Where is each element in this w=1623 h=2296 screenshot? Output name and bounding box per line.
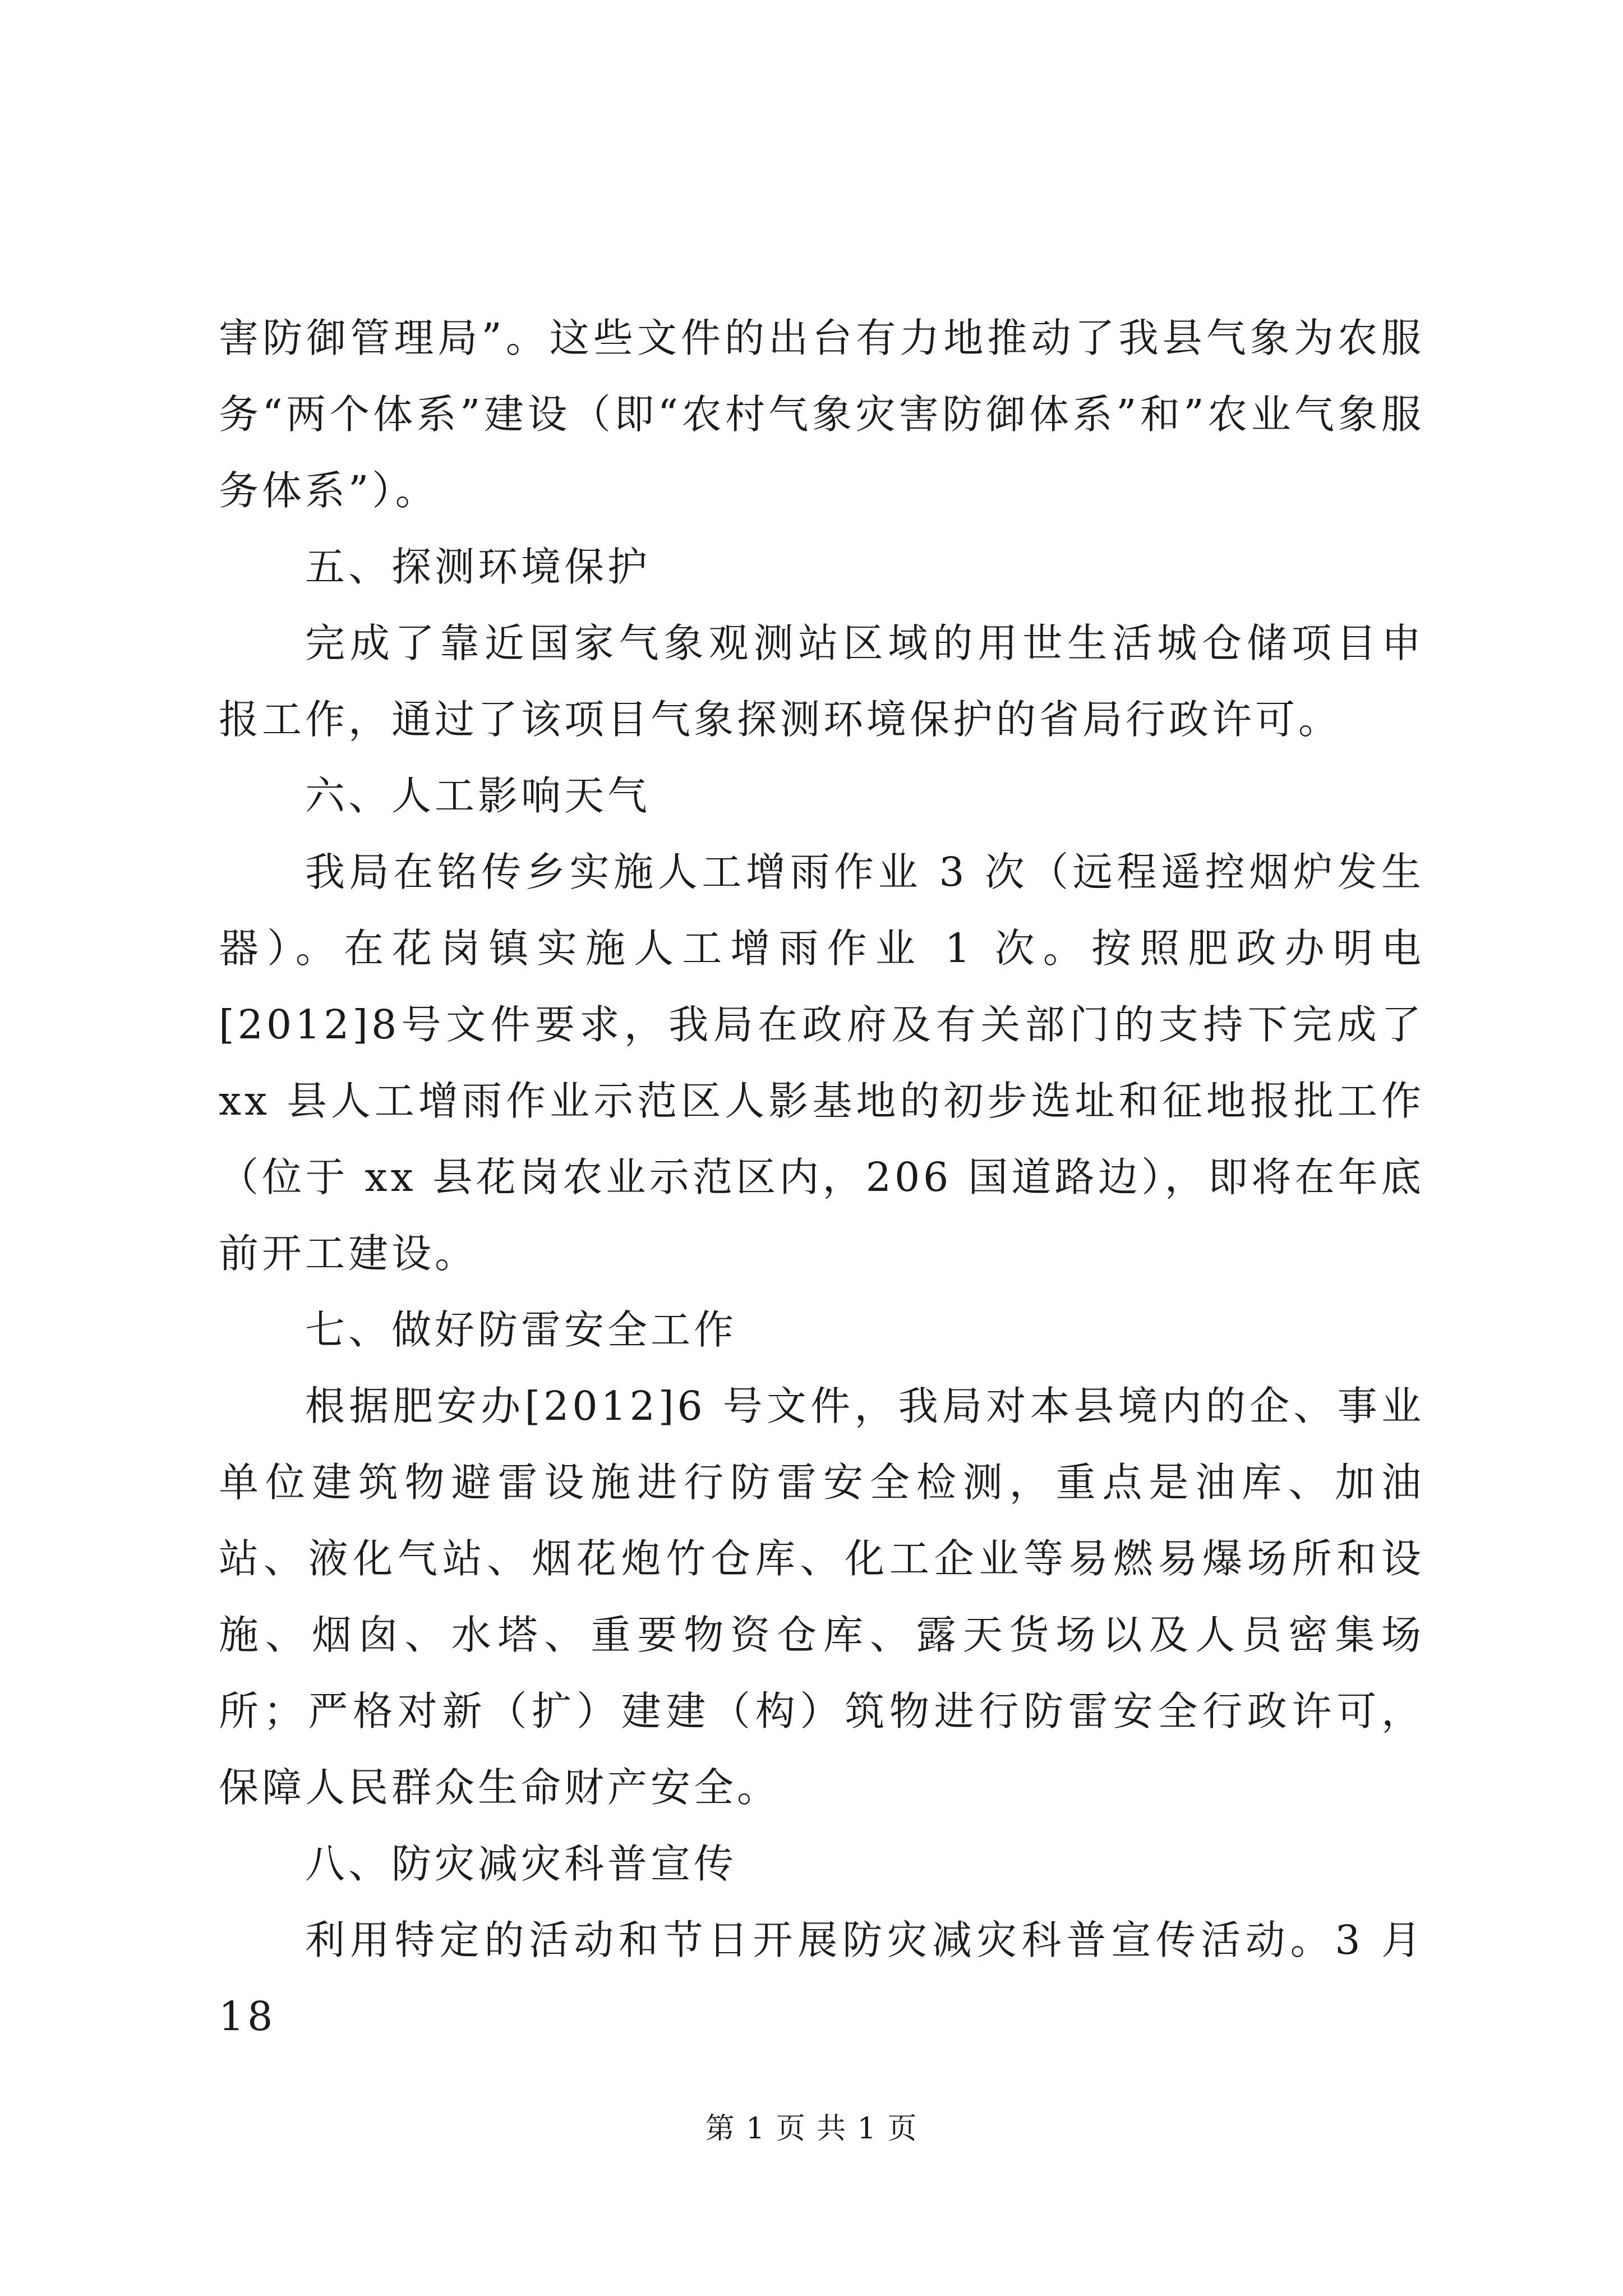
section-heading-6: 六、人工影响天气 bbox=[305, 772, 651, 819]
paragraph-disaster-publicity: 利用特定的活动和节日开展防灾减灾科普宣传活动。3 月 18 bbox=[219, 1917, 1424, 2040]
paragraph-weather-modification: 我局在铭传乡实施人工增雨作业 3 次（远程遥控烟炉发生器）。在花岗镇实施人工增雨作业 1 次。按照肥政办明电[2012]8号文件要求，我局在政府及有关部门的支持下完成了 xx 县人工增雨作业示范区人影基地的初步选址和征地报批工作（位于 xx 县花岗农业示范区内，206 国道路边），即将在年底前开工建设。 bbox=[219, 849, 1424, 1277]
section-heading-5: 五、探测环境保护 bbox=[305, 544, 651, 590]
section-heading-8: 八、防灾减灾科普宣传 bbox=[305, 1841, 737, 1887]
paragraph-detection-environment: 完成了靠近国家气象观测站区域的用世生活城仓储项目申报工作，通过了该项目气象探测环境保护的省局行政许可。 bbox=[219, 620, 1424, 743]
document-body bbox=[219, 300, 1424, 2055]
page-footer: 第 1 页 共 1 页 bbox=[705, 2112, 918, 2146]
section-heading-7: 七、做好防雷安全工作 bbox=[305, 1306, 737, 1353]
paragraph-lightning-safety: 根据肥安办[2012]6 号文件，我局对本县境内的企、事业单位建筑物避雷设施进行防雷安全检测，重点是油库、加油站、液化气站、烟花炮竹仓库、化工企业等易燃易爆场所和设施、烟囱、水塔、重要物资仓库、露天货场以及人员密集场所；严格对新（扩）建建（构）筑物进行防雷安全行政许可，保障人民群众生命财产安全。 bbox=[219, 1383, 1424, 1811]
paragraph-continuation: 害防御管理局”。这些文件的出台有力地推动了我县气象为农服务“两个体系”建设（即“农村气象灾害防御体系”和”农业气象服务体系”）。 bbox=[219, 315, 1424, 514]
